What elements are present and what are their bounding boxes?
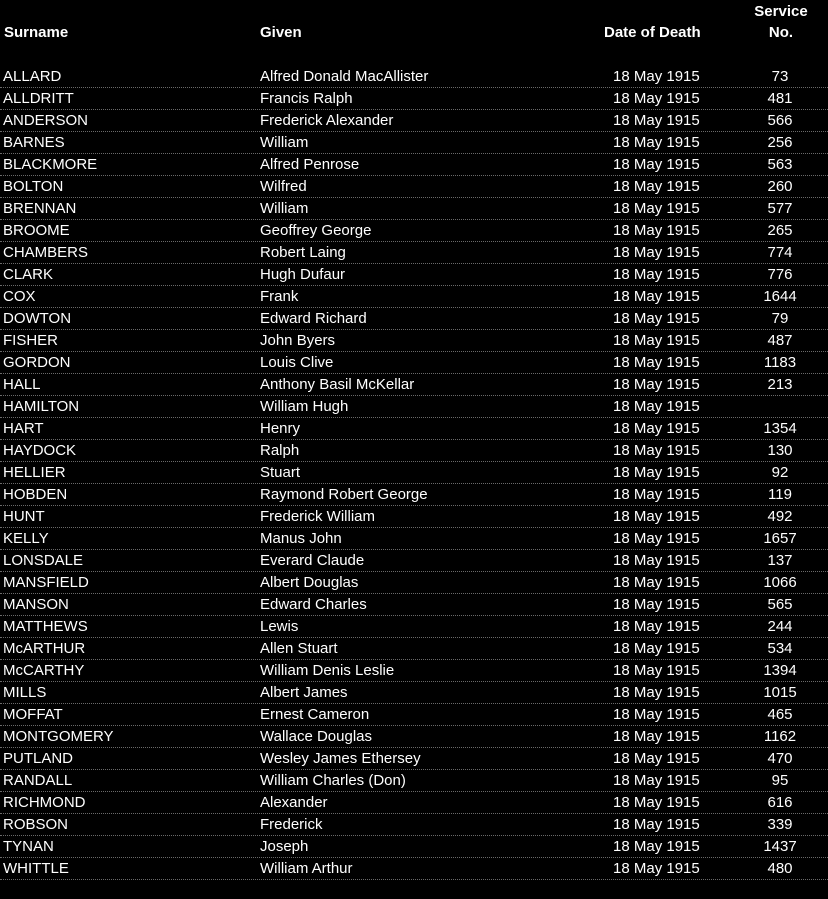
given-name-cell: Henry — [260, 420, 301, 437]
service-number-cell: 1066 — [763, 574, 797, 591]
table-row — [0, 286, 828, 308]
surname-cell: TYNAN — [3, 838, 54, 855]
column-header-date-of-death: Date of Death — [604, 24, 701, 41]
given-name-cell: Alfred Donald MacAllister — [260, 68, 429, 85]
given-name-cell: Manus John — [260, 530, 342, 547]
surname-cell: KELLY — [3, 530, 49, 547]
surname-cell: CLARK — [3, 266, 54, 283]
table-row — [0, 242, 828, 264]
table-row — [0, 88, 828, 110]
service-number-cell: 1437 — [763, 838, 797, 855]
surname-cell: ANDERSON — [3, 112, 89, 129]
table-row — [0, 660, 828, 682]
column-header-given: Given — [260, 24, 302, 41]
table-row — [0, 484, 828, 506]
date-of-death-cell: 18 May 1915 — [613, 530, 700, 547]
given-name-cell: Frederick William — [260, 508, 376, 525]
date-of-death-cell: 18 May 1915 — [613, 596, 700, 613]
given-name-cell: Robert Laing — [260, 244, 346, 261]
surname-cell: McARTHUR — [3, 640, 86, 657]
surname-cell: CHAMBERS — [3, 244, 89, 261]
column-header-service-line1: Service — [754, 3, 808, 20]
table-row — [0, 528, 828, 550]
given-name-cell: Lewis — [260, 618, 299, 635]
surname-cell: FISHER — [3, 332, 59, 349]
date-of-death-cell: 18 May 1915 — [613, 772, 700, 789]
date-of-death-cell: 18 May 1915 — [613, 618, 700, 635]
service-number-cell: 119 — [768, 486, 792, 503]
table-row — [0, 704, 828, 726]
date-of-death-cell: 18 May 1915 — [613, 684, 700, 701]
surname-cell: BRENNAN — [3, 200, 77, 217]
date-of-death-cell: 18 May 1915 — [613, 486, 700, 503]
date-of-death-cell: 18 May 1915 — [613, 706, 700, 723]
date-of-death-cell: 18 May 1915 — [613, 750, 700, 767]
surname-cell: ALLDRITT — [3, 90, 74, 107]
given-name-cell: Frederick — [260, 816, 323, 833]
date-of-death-cell: 18 May 1915 — [613, 508, 700, 525]
table-row — [0, 594, 828, 616]
date-of-death-cell: 18 May 1915 — [613, 728, 700, 745]
service-number-cell: 1657 — [763, 530, 797, 547]
roll-table — [0, 66, 828, 880]
surname-cell: DOWTON — [3, 310, 72, 327]
service-number-cell: 213 — [767, 376, 793, 393]
date-of-death-cell: 18 May 1915 — [613, 178, 700, 195]
service-number-cell: 95 — [771, 772, 789, 789]
service-number-cell: 1162 — [763, 728, 797, 745]
surname-cell: GORDON — [3, 354, 71, 371]
service-number-cell: 1183 — [763, 354, 797, 371]
given-name-cell: William — [260, 134, 309, 151]
given-name-cell: William Hugh — [260, 398, 349, 415]
table-row — [0, 792, 828, 814]
surname-cell: LONSDALE — [3, 552, 84, 569]
given-name-cell: Hugh Dufaur — [260, 266, 346, 283]
given-name-cell: Ralph — [260, 442, 300, 459]
date-of-death-cell: 18 May 1915 — [613, 288, 700, 305]
service-number-cell: 339 — [767, 816, 793, 833]
table-row — [0, 836, 828, 858]
table-row — [0, 462, 828, 484]
given-name-cell: Raymond Robert George — [260, 486, 428, 503]
surname-cell: HAMILTON — [3, 398, 80, 415]
service-number-cell: 1015 — [763, 684, 797, 701]
date-of-death-cell: 18 May 1915 — [613, 244, 700, 261]
service-number-cell: 487 — [767, 332, 793, 349]
table-row — [0, 66, 828, 88]
given-name-cell: John Byers — [260, 332, 336, 349]
date-of-death-cell: 18 May 1915 — [613, 156, 700, 173]
service-number-cell: 774 — [767, 244, 793, 261]
date-of-death-cell: 18 May 1915 — [613, 376, 700, 393]
surname-cell: McCARTHY — [3, 662, 85, 679]
service-number-cell: 566 — [767, 112, 793, 129]
surname-cell: WHITTLE — [3, 860, 69, 877]
given-name-cell: Francis Ralph — [260, 90, 353, 107]
surname-cell: RANDALL — [3, 772, 73, 789]
table-row — [0, 352, 828, 374]
table-row — [0, 264, 828, 286]
date-of-death-cell: 18 May 1915 — [613, 574, 700, 591]
service-number-cell: 1354 — [763, 420, 797, 437]
table-row — [0, 550, 828, 572]
given-name-cell: Wilfred — [260, 178, 307, 195]
table-row — [0, 858, 828, 880]
service-number-cell: 256 — [767, 134, 793, 151]
service-number-cell: 616 — [767, 794, 793, 811]
table-row — [0, 330, 828, 352]
surname-cell: HAYDOCK — [3, 442, 77, 459]
date-of-death-cell: 18 May 1915 — [613, 112, 700, 129]
table-row — [0, 616, 828, 638]
surname-cell: MONTGOMERY — [3, 728, 114, 745]
surname-cell: BLACKMORE — [3, 156, 98, 173]
date-of-death-cell: 18 May 1915 — [613, 90, 700, 107]
date-of-death-cell: 18 May 1915 — [613, 354, 700, 371]
date-of-death-cell: 18 May 1915 — [613, 816, 700, 833]
service-number-cell: 130 — [767, 442, 793, 459]
given-name-cell: Alfred Penrose — [260, 156, 360, 173]
service-number-cell: 73 — [771, 68, 789, 85]
service-number-cell: 563 — [767, 156, 793, 173]
surname-cell: HALL — [3, 376, 41, 393]
date-of-death-cell: 18 May 1915 — [613, 464, 700, 481]
date-of-death-cell: 18 May 1915 — [613, 200, 700, 217]
given-name-cell: Everard Claude — [260, 552, 365, 569]
table-row — [0, 638, 828, 660]
given-name-cell: William Charles (Don) — [260, 772, 406, 789]
given-name-cell: Louis Clive — [260, 354, 334, 371]
given-name-cell: Albert James — [260, 684, 348, 701]
date-of-death-cell: 18 May 1915 — [613, 398, 700, 415]
service-number-cell: 565 — [767, 596, 793, 613]
surname-cell: COX — [3, 288, 36, 305]
service-number-cell: 481 — [767, 90, 793, 107]
surname-cell: MATTHEWS — [3, 618, 88, 635]
table-row — [0, 154, 828, 176]
service-number-cell: 92 — [771, 464, 789, 481]
given-name-cell: Joseph — [260, 838, 309, 855]
service-number-cell: 470 — [767, 750, 793, 767]
given-name-cell: Alexander — [260, 794, 328, 811]
service-number-cell: 244 — [767, 618, 793, 635]
table-row — [0, 198, 828, 220]
service-number-cell: 465 — [767, 706, 793, 723]
service-number-cell: 480 — [767, 860, 793, 877]
table-row — [0, 418, 828, 440]
given-name-cell: William — [260, 200, 309, 217]
surname-cell: BARNES — [3, 134, 65, 151]
service-number-cell: 776 — [767, 266, 793, 283]
surname-cell: HART — [3, 420, 44, 437]
given-name-cell: Wallace Douglas — [260, 728, 372, 745]
date-of-death-cell: 18 May 1915 — [613, 420, 700, 437]
date-of-death-cell: 18 May 1915 — [613, 222, 700, 239]
column-header-surname: Surname — [4, 24, 69, 41]
table-row — [0, 682, 828, 704]
table-row — [0, 220, 828, 242]
service-number-cell: 492 — [767, 508, 793, 525]
table-row — [0, 110, 828, 132]
date-of-death-cell: 18 May 1915 — [613, 838, 700, 855]
surname-cell: HUNT — [3, 508, 45, 525]
date-of-death-cell: 18 May 1915 — [613, 640, 700, 657]
given-name-cell: Stuart — [260, 464, 301, 481]
surname-cell: RICHMOND — [3, 794, 86, 811]
date-of-death-cell: 18 May 1915 — [613, 68, 700, 85]
surname-cell: HELLIER — [3, 464, 66, 481]
given-name-cell: Frank — [260, 288, 299, 305]
table-row — [0, 374, 828, 396]
given-name-cell: Edward Charles — [260, 596, 367, 613]
surname-cell: MANSFIELD — [3, 574, 89, 591]
surname-cell: ROBSON — [3, 816, 69, 833]
given-name-cell: Ernest Cameron — [260, 706, 370, 723]
date-of-death-cell: 18 May 1915 — [613, 860, 700, 877]
column-header-service-line2: No. — [768, 24, 794, 41]
given-name-cell: William Denis Leslie — [260, 662, 395, 679]
table-row — [0, 506, 828, 528]
date-of-death-cell: 18 May 1915 — [613, 134, 700, 151]
date-of-death-cell: 18 May 1915 — [613, 794, 700, 811]
table-row — [0, 726, 828, 748]
service-number-cell: 137 — [767, 552, 793, 569]
given-name-cell: Anthony Basil McKellar — [260, 376, 415, 393]
table-row — [0, 176, 828, 198]
date-of-death-cell: 18 May 1915 — [613, 662, 700, 679]
table-row — [0, 396, 828, 418]
table-header — [0, 0, 828, 66]
service-number-cell: 577 — [767, 200, 793, 217]
column-header-service-no — [748, 1, 814, 43]
given-name-cell: Edward Richard — [260, 310, 367, 327]
surname-cell: BROOME — [3, 222, 70, 239]
surname-cell: PUTLAND — [3, 750, 74, 767]
given-name-cell: Geoffrey George — [260, 222, 372, 239]
table-row — [0, 440, 828, 462]
service-number-cell: 260 — [767, 178, 793, 195]
table-row — [0, 814, 828, 836]
surname-cell: MILLS — [3, 684, 47, 701]
given-name-cell: Albert Douglas — [260, 574, 359, 591]
date-of-death-cell: 18 May 1915 — [613, 266, 700, 283]
surname-cell: BOLTON — [3, 178, 64, 195]
surname-cell: MOFFAT — [3, 706, 63, 723]
service-number-cell: 1394 — [763, 662, 797, 679]
table-row — [0, 770, 828, 792]
given-name-cell: Wesley James Ethersey — [260, 750, 421, 767]
surname-cell: HOBDEN — [3, 486, 68, 503]
table-row — [0, 308, 828, 330]
surname-cell: ALLARD — [3, 68, 62, 85]
given-name-cell: William Arthur — [260, 860, 353, 877]
given-name-cell: Frederick Alexander — [260, 112, 394, 129]
table-row — [0, 572, 828, 594]
service-number-cell: 79 — [771, 310, 789, 327]
table-row — [0, 132, 828, 154]
given-name-cell: Allen Stuart — [260, 640, 338, 657]
service-number-cell: 265 — [767, 222, 793, 239]
date-of-death-cell: 18 May 1915 — [613, 442, 700, 459]
surname-cell: MANSON — [3, 596, 69, 613]
date-of-death-cell: 18 May 1915 — [613, 552, 700, 569]
date-of-death-cell: 18 May 1915 — [613, 332, 700, 349]
service-number-cell: 534 — [767, 640, 793, 657]
service-number-cell: 1644 — [763, 288, 797, 305]
table-row — [0, 748, 828, 770]
date-of-death-cell: 18 May 1915 — [613, 310, 700, 327]
